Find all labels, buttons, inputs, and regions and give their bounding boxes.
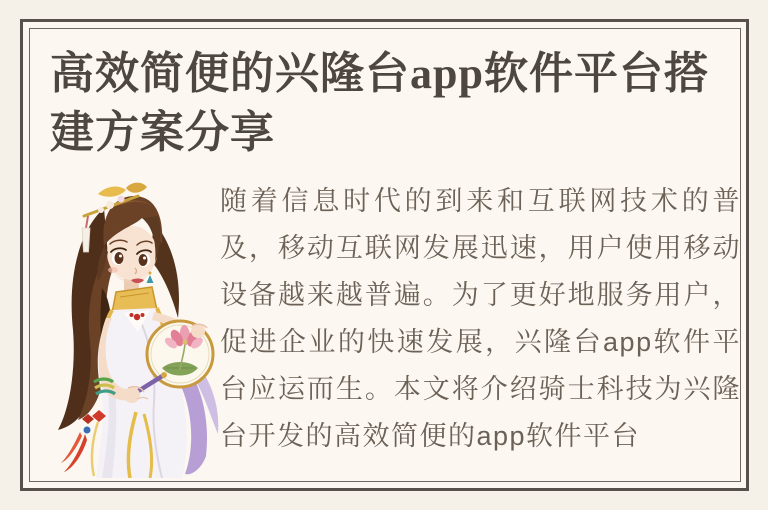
girl-illustration-svg xyxy=(40,168,236,478)
girl-with-lotus-fan-illustration xyxy=(40,168,236,478)
article-body: 随着信息时代的到来和互联网技术的普及，移动互联网发展迅速，用户使用移动设备越来越普遍。为了更好地服务用户，促进企业的快速发展，兴隆台app软件平台应运而生。本文将介绍骑士科技为兴隆台开发的高效简便的app软件平台 xyxy=(220,186,741,451)
article-title: 高效简便的兴隆台app软件平台搭建方案分享 xyxy=(50,49,709,157)
